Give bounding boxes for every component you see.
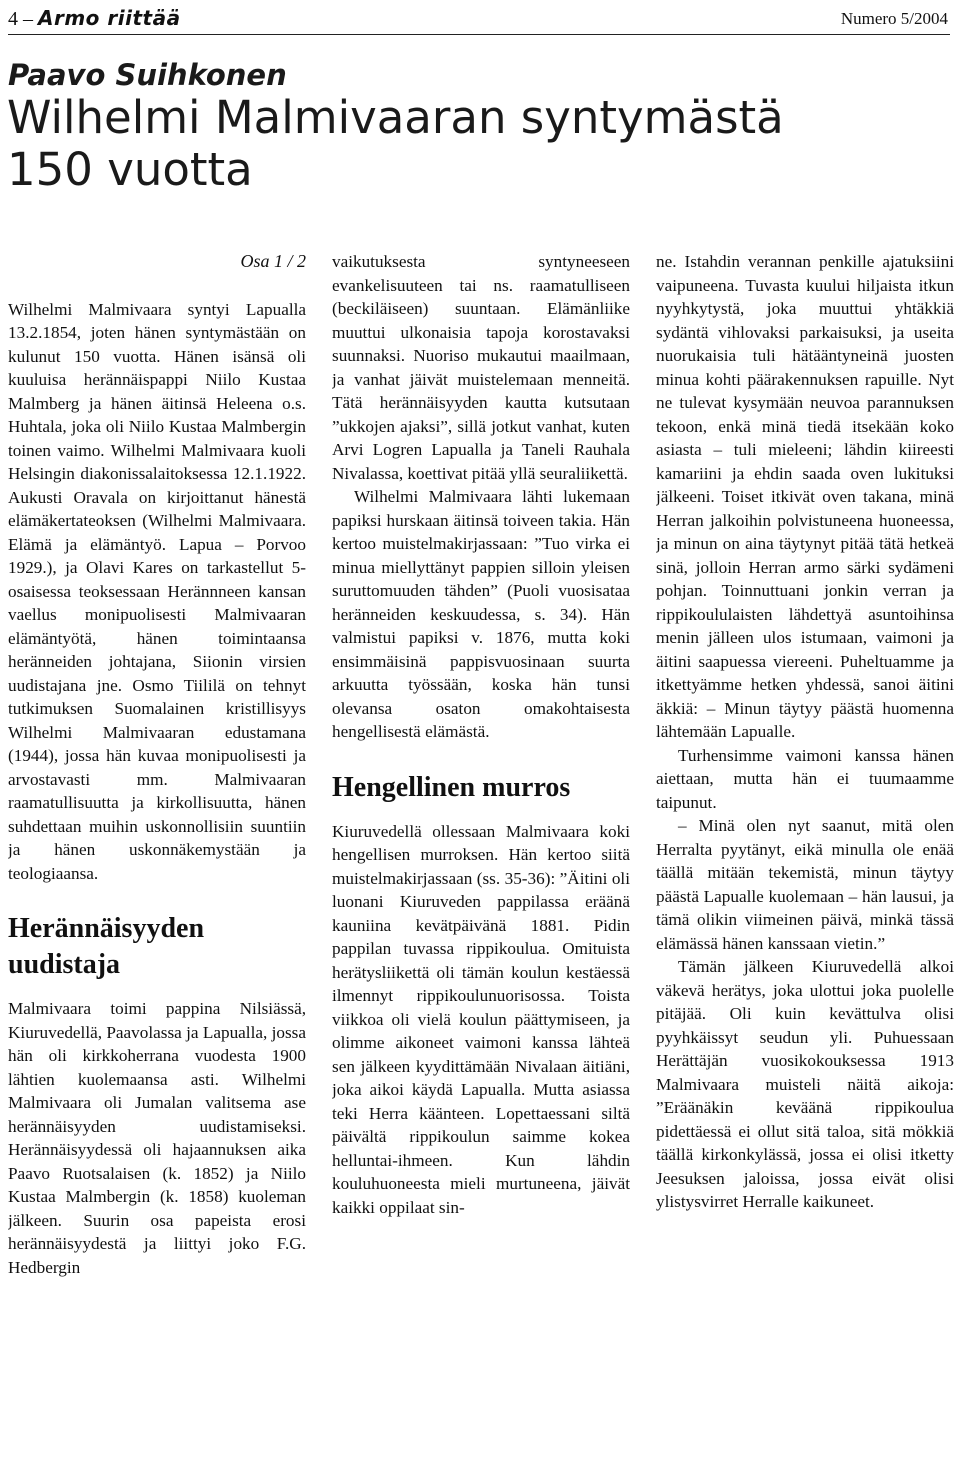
paragraph: Kiuruvedellä ollessaan Malmivaara koki hengellisen murroksen. Hän kertoo siitä muistelmakirjassaan (ss. 35-36): ”Äitini oli luonani Kiuruveden pappilassa eräänä kauniina kevätpäivänä 1881. Pidin pappilan tuvassa rippikoulua. Omituista herätysliikettä oli tämän koulun kestäessä ilmennyt rippikoulunuorisossa. Toista viikkoa oli vielä koulun päättymiseen, ja olimme aikoneet vaimoni kanssa lähteä sen jälkeen kyydittämään Nivalaan äitiäni, joka aikoi käydä Lapualla. Mutta asiassa teki Herra käänteen. Lopettaessani siltä päivältä rippikoulun saimme kokea helluntai-ihmeen. Kun lähdin kouluhuoneesta mieli murtuneena, jäivät kaikki oppilaat sin- [332, 821, 630, 1217]
article-author: Paavo Suihkonen [8, 58, 287, 92]
column-1 [8, 250, 306, 1450]
paragraph: Wilhelmi Malmivaara lähti lukemaan papiksi hurskaan äitinsä toiveen takia. Hän kertoo muistelmakirjassaan: ”Tuo virka ei minua miellyttänyt pappien silloin yleisen suruttomuuden tähden” (Puoli vuosisataa heränneiden keskuudessa, s. 34). Hän valmistui papiksi v. 1876, mutta koki ensimmäisinä pappisvuosinaan suurta arkuutta työssään, koska hän tunsi olevansa osaton omakohtaisesta hengellisestä elämästä. [332, 487, 630, 741]
paragraph: Tämän jälkeen Kiuruvedellä alkoi väkevä herätys, joka ulottui joka puolelle pitäjää. Oli kuin kevättulva olisi pyyhkäissyt seudun yli. Puhuessaan Herättäjän vuosikokouksessa 1913 Malmivaara muisteli näitä aikoja: ”Eräänäkin keväänä rippikoulua pidettäessä ei ollut sitä taloa, sitä mökkiä täällä kirkonkylässä, jossa ei olisi itketty Jeesuksen jaloissa, jossa eivät olisi ylistysvirret Herralle kaikuneet. [656, 957, 954, 1211]
paragraph: ne. Istahdin verannan penkille ajatuksiini vaipuneena. Tuvasta kuului hiljaista itkun nyyhkytystä, joka muuttui yhtäkkiä sydäntä vihlovaksi parkaisuksi, ja useita nuorukaisia tuli hätääntyneinä juosten minua kohti päärakennuksen rapuille. Nyt ne tulevat kysymään neuvoa parannuksen tekoon, enkä minä tiedä itsekään koko asiasta – tuli mieleeni; lähdin kiireesti kamariini ja ehdin saada oven lukituksi jälkeeni. Toiset itkivät oven takana, minä Herran jalkoihin polvistuneena huoneessa, ja minun on aina täytynyt pitää tätä hetkeä sinä, jolloin Herran armo särki sydämeni pohjan. Toinnuttuani jonkin verran ja rippikoululaisten lähdettyä asuntoihinsa menin jälleen ulos istumaan, vaimoni ja äitini saapuessa viereeni. Puheltuamme ja itkettyämme hetken yhdessä, sanoi äitini äkkiä: – Minun täytyy päästä huomenna lähtemään Lapualle. [656, 252, 954, 741]
part-label: Osa 1 / 2 [240, 251, 306, 271]
section-heading: Hengellinen murros [332, 771, 571, 803]
paragraph: Wilhelmi Malmivaara syntyi Lapualla 13.2.1854, joten hänen syntymästään on kulunut 150 vuotta. Hänen isänsä oli kuuluisa herännäispappi Niilo Kustaa Malmberg ja hänen äitinsä Heleena o.s. Huhtala, joka oli Niilo Kustaa Malmbergin toinen vaimo. Wilhelmi Malmivaara kuoli Helsingin diakonissalaitoksessa 12.1.1922. Aukusti Oravala on kirjoittanut hänestä elämäkertateoksen (Wilhelmi Malmivaara. Elämä ja elämäntyö. Lapua – Porvoo 1929.), ja Olavi Kares on tarkastellut 5-osaisessa teoksessaan Herännneen kansan vaellus monipuolisesti Malmivaaran elämäntyötä, hänen toimintaansa heränneiden johtajana, Siionin virsien uudistajana jne. Osmo Tiililä on tehnyt tutkimuksen Suomalainen kristillisyys Wilhelmi Malmivaaran edustamana (1944), jossa hän kuvaa monipuolisesti ja arvostavasti mm. Malmivaaran raamatullisuutta ja kirkollisuutta, hänen suhdettaan muihin uskonnollisiin suuntiin ja hänen uskonnäkemystään ja teologiaansa. [8, 299, 306, 883]
issue-number: Numero 5/2004 [840, 9, 948, 28]
page-header [8, 4, 950, 35]
page-number: 4 [8, 8, 18, 30]
column-3 [656, 250, 954, 1450]
column-2 [332, 250, 630, 1450]
paragraph: Turhensimme vaimoni kanssa hänen aiettaan, mutta hän ei tuumaamme taipunut. [656, 745, 954, 812]
section-heading: Herännäisyyden uudistaja [8, 913, 205, 980]
magazine-name: Armo riittää [38, 6, 181, 30]
header-dash: – [23, 8, 33, 30]
article-title: Wilhelmi Malmivaaran syntymästä 150 vuotta [7, 91, 784, 196]
header-left [8, 6, 181, 31]
paragraph: Malmivaara toimi pappina Nilsiässä, Kiuruvedellä, Paavolassa ja Lapualla, jossa hän oli kirkkoherrana vuodesta 1900 lähtien kuolemaansa asti. Wilhelmi Malmivaara oli Jumalan valitsema ase herännäisyyden uudistamiseksi. Herännäisyydessä oli hajaannuksen aika Paavo Ruotsalaisen (k. 1852) ja Niilo Kustaa Malmbergin (k. 1858) kuoleman jälkeen. Suurin osa papeista erosi herännäisyydestä ja liittyi joko F.G. Hedbergin [8, 999, 306, 1277]
paragraph: – Minä olen nyt saanut, mitä olen Herralta pyytänyt, eikä minulla ole enää täällä mitään tekemistä, minun täytyy päästä Lapualle kuolemaan – hän lausui, ja tämä olikin viimeinen päivä, minkä tässä elämässä hänen kanssaan vietin.” [656, 816, 954, 953]
paragraph: vaikutuksesta syntyneeseen evankelisuuteen tai ns. raamatulliseen (beckiläiseen) suuntaan. Elämänliike muuttui ulkonaisia tapoja korostavaksi suunnaksi. Nuoriso mukautui maailmaan, ja vanhat jäivät muistelemaan menneitä. Tätä herännäisyyden kautta kutsutaan ”ukkojen ajaksi”, sillä jotkut vanhat, kuten Arvi Logren Lapualla ja Taneli Rauhala Nivalassa, koettivat pitää yllä seuraliikettä. [332, 252, 630, 483]
